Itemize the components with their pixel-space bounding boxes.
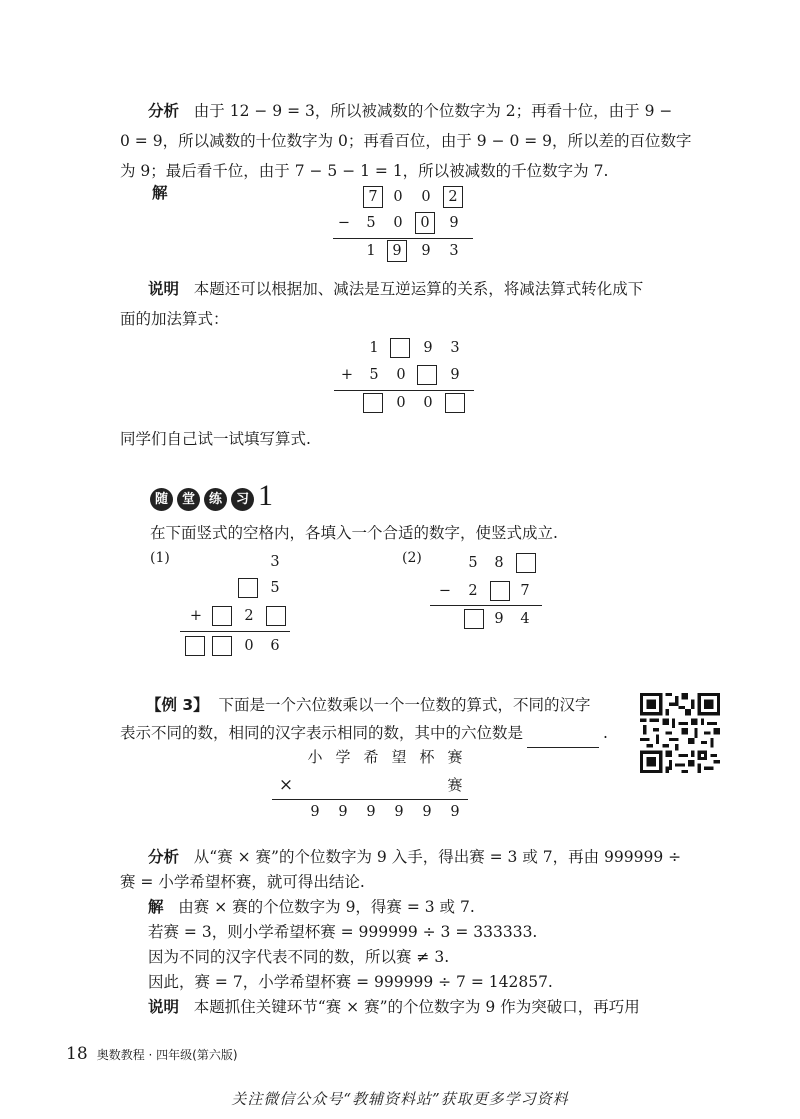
- digit: 2: [468, 583, 478, 599]
- analysis-line-2: 0 = 9，所以减数的十位数字为 0；再看百位，由于 9 − 0 = 9，所以差的百位数字: [120, 132, 692, 150]
- blank-box: [464, 609, 484, 629]
- example-text-1: 下面是一个六位数乘以一个一位数的算式，不同的汉字: [218, 696, 591, 714]
- problem-label: (1): [150, 550, 170, 566]
- example-label: 【例 3】: [146, 696, 209, 714]
- equation-rule: [333, 238, 473, 239]
- analysis-line-3: 为 9；最后看千位，由于 7 − 5 − 1 = 1，所以被减数的千位数字为 7.: [120, 162, 609, 180]
- digit: 5: [468, 555, 478, 571]
- hanzi-digit: 杯: [419, 748, 435, 766]
- heading-char: 随: [150, 488, 173, 511]
- digit: 9: [450, 367, 460, 383]
- digit: 1: [369, 340, 379, 356]
- problem-label: (2): [402, 550, 422, 566]
- minus-sign: −: [438, 583, 452, 599]
- plus-sign: +: [340, 367, 354, 383]
- digit-box: 0: [415, 212, 435, 234]
- example-text-2-end: .: [603, 724, 608, 742]
- solution-line-2: 若赛 = 3，则小学希望杯赛 = 999999 ÷ 3 = 333333.: [148, 923, 538, 941]
- heading-char: 习: [231, 488, 254, 511]
- note-line-1: 本题抓住关键环节“赛 × 赛”的个位数字为 9 作为突破口，再巧用: [193, 998, 640, 1016]
- blank-box: [266, 606, 286, 626]
- digit: 8: [494, 555, 504, 571]
- digit: 9: [338, 804, 348, 820]
- heading-char: 练: [204, 488, 227, 511]
- solution-line-4: 因此，赛 = 7，小学希望杯赛 = 999999 ÷ 7 = 142857.: [148, 973, 553, 991]
- digit: 3: [450, 340, 460, 356]
- digit: 0: [421, 189, 431, 205]
- watermark-text: 关注微信公众号“教辅资料站”获取更多学习资料: [231, 1090, 569, 1108]
- digit-box: 7: [363, 186, 383, 208]
- page-footer: [66, 1044, 238, 1065]
- digit: 5: [270, 580, 280, 596]
- blank-box: [516, 553, 536, 573]
- blank-box: [363, 393, 383, 413]
- hanzi-digit: 望: [391, 748, 407, 766]
- digit: 0: [423, 395, 433, 411]
- note-label: 说明: [148, 280, 180, 298]
- heading-number: 1: [258, 479, 273, 512]
- book-title: 奥数教程 · 四年级(第六版): [96, 1048, 238, 1062]
- digit: 5: [366, 215, 376, 231]
- analysis-paragraph-1: [148, 96, 672, 126]
- digit: 1: [366, 243, 376, 259]
- blank-box: [212, 636, 232, 656]
- digit: 9: [449, 215, 459, 231]
- digit: 0: [396, 395, 406, 411]
- minus-sign: −: [337, 215, 351, 231]
- heading-char: 堂: [177, 488, 200, 511]
- hanzi-digit: 赛: [447, 776, 463, 794]
- hanzi-digit: 赛: [447, 748, 463, 766]
- solution-line-3: 因为不同的汉字代表不同的数，所以赛 ≠ 3.: [148, 948, 450, 966]
- equation-rule: [272, 799, 468, 800]
- equation-rule: [334, 390, 474, 391]
- answer-blank: [527, 729, 599, 748]
- self-try-text: 同学们自己试一试填写算式.: [120, 430, 311, 448]
- digit: 9: [494, 611, 504, 627]
- digit: 9: [421, 243, 431, 259]
- digit: 2: [244, 608, 254, 624]
- digit: 9: [423, 340, 433, 356]
- equation-rule: [430, 605, 542, 606]
- digit: 9: [366, 804, 376, 820]
- digit-box: 2: [443, 186, 463, 208]
- analysis-line-1: 从“赛 × 赛”的个位数字为 9 入手，得出赛 = 3 或 7，再由 999999 ÷: [193, 848, 682, 866]
- blank-box: [212, 606, 232, 626]
- digit: 9: [422, 804, 432, 820]
- analysis-line-1: 由于 12 − 9 = 3，所以被减数的个位数字为 2；再看十位，由于 9 −: [193, 102, 673, 120]
- note-line-2: 面的加法算式：: [120, 310, 229, 328]
- digit: 9: [394, 804, 404, 820]
- example-text-2: 表示不同的数，相同的汉字表示相同的数，其中的六位数是: [120, 724, 524, 742]
- analysis-label: 分析: [148, 848, 180, 866]
- blank-box: [185, 636, 205, 656]
- blank-box: [417, 365, 437, 385]
- solution-text-1: 由赛 × 赛的个位数字为 9，得赛 = 3 或 7.: [178, 898, 475, 916]
- digit: 4: [520, 611, 530, 627]
- note-label: 说明: [148, 998, 180, 1016]
- note-paragraph-2: [148, 992, 640, 1022]
- example-line-1: [146, 690, 591, 720]
- hanzi-digit: 希: [363, 748, 379, 766]
- times-sign: ×: [278, 775, 294, 795]
- digit: 0: [393, 189, 403, 205]
- digit: 0: [393, 215, 403, 231]
- digit: 6: [270, 638, 280, 654]
- blank-box: [238, 578, 258, 598]
- example-line-2: [120, 718, 608, 748]
- digit-box: 9: [387, 240, 407, 262]
- solution-label: 解: [148, 898, 164, 916]
- digit: 9: [310, 804, 320, 820]
- digit: 0: [396, 367, 406, 383]
- page-number: 18: [66, 1044, 88, 1064]
- note-line-1: 本题还可以根据加、减法是互逆运算的关系，将减法算式转化成下: [193, 280, 644, 298]
- digit: 9: [450, 804, 460, 820]
- blank-box: [445, 393, 465, 413]
- solution-label: 解: [152, 184, 168, 202]
- analysis-label: 分析: [148, 102, 180, 120]
- digit: 3: [270, 554, 280, 570]
- plus-sign: +: [189, 608, 203, 624]
- qr-code: [640, 693, 720, 773]
- analysis-line-2: 赛 = 小学希望杯赛，就可得出结论.: [120, 873, 365, 891]
- note-paragraph-1: [148, 274, 643, 304]
- equation-rule: [180, 631, 290, 632]
- hanzi-digit: 学: [335, 748, 351, 766]
- digit: 5: [369, 367, 379, 383]
- hanzi-digit: 小: [307, 748, 323, 766]
- practice-instruction: 在下面竖式的空格内，各填入一个合适的数字，使竖式成立.: [150, 524, 558, 542]
- blank-box: [490, 581, 510, 601]
- digit: 7: [520, 583, 530, 599]
- digit: 0: [244, 638, 254, 654]
- digit: 3: [449, 243, 459, 259]
- blank-box: [390, 338, 410, 358]
